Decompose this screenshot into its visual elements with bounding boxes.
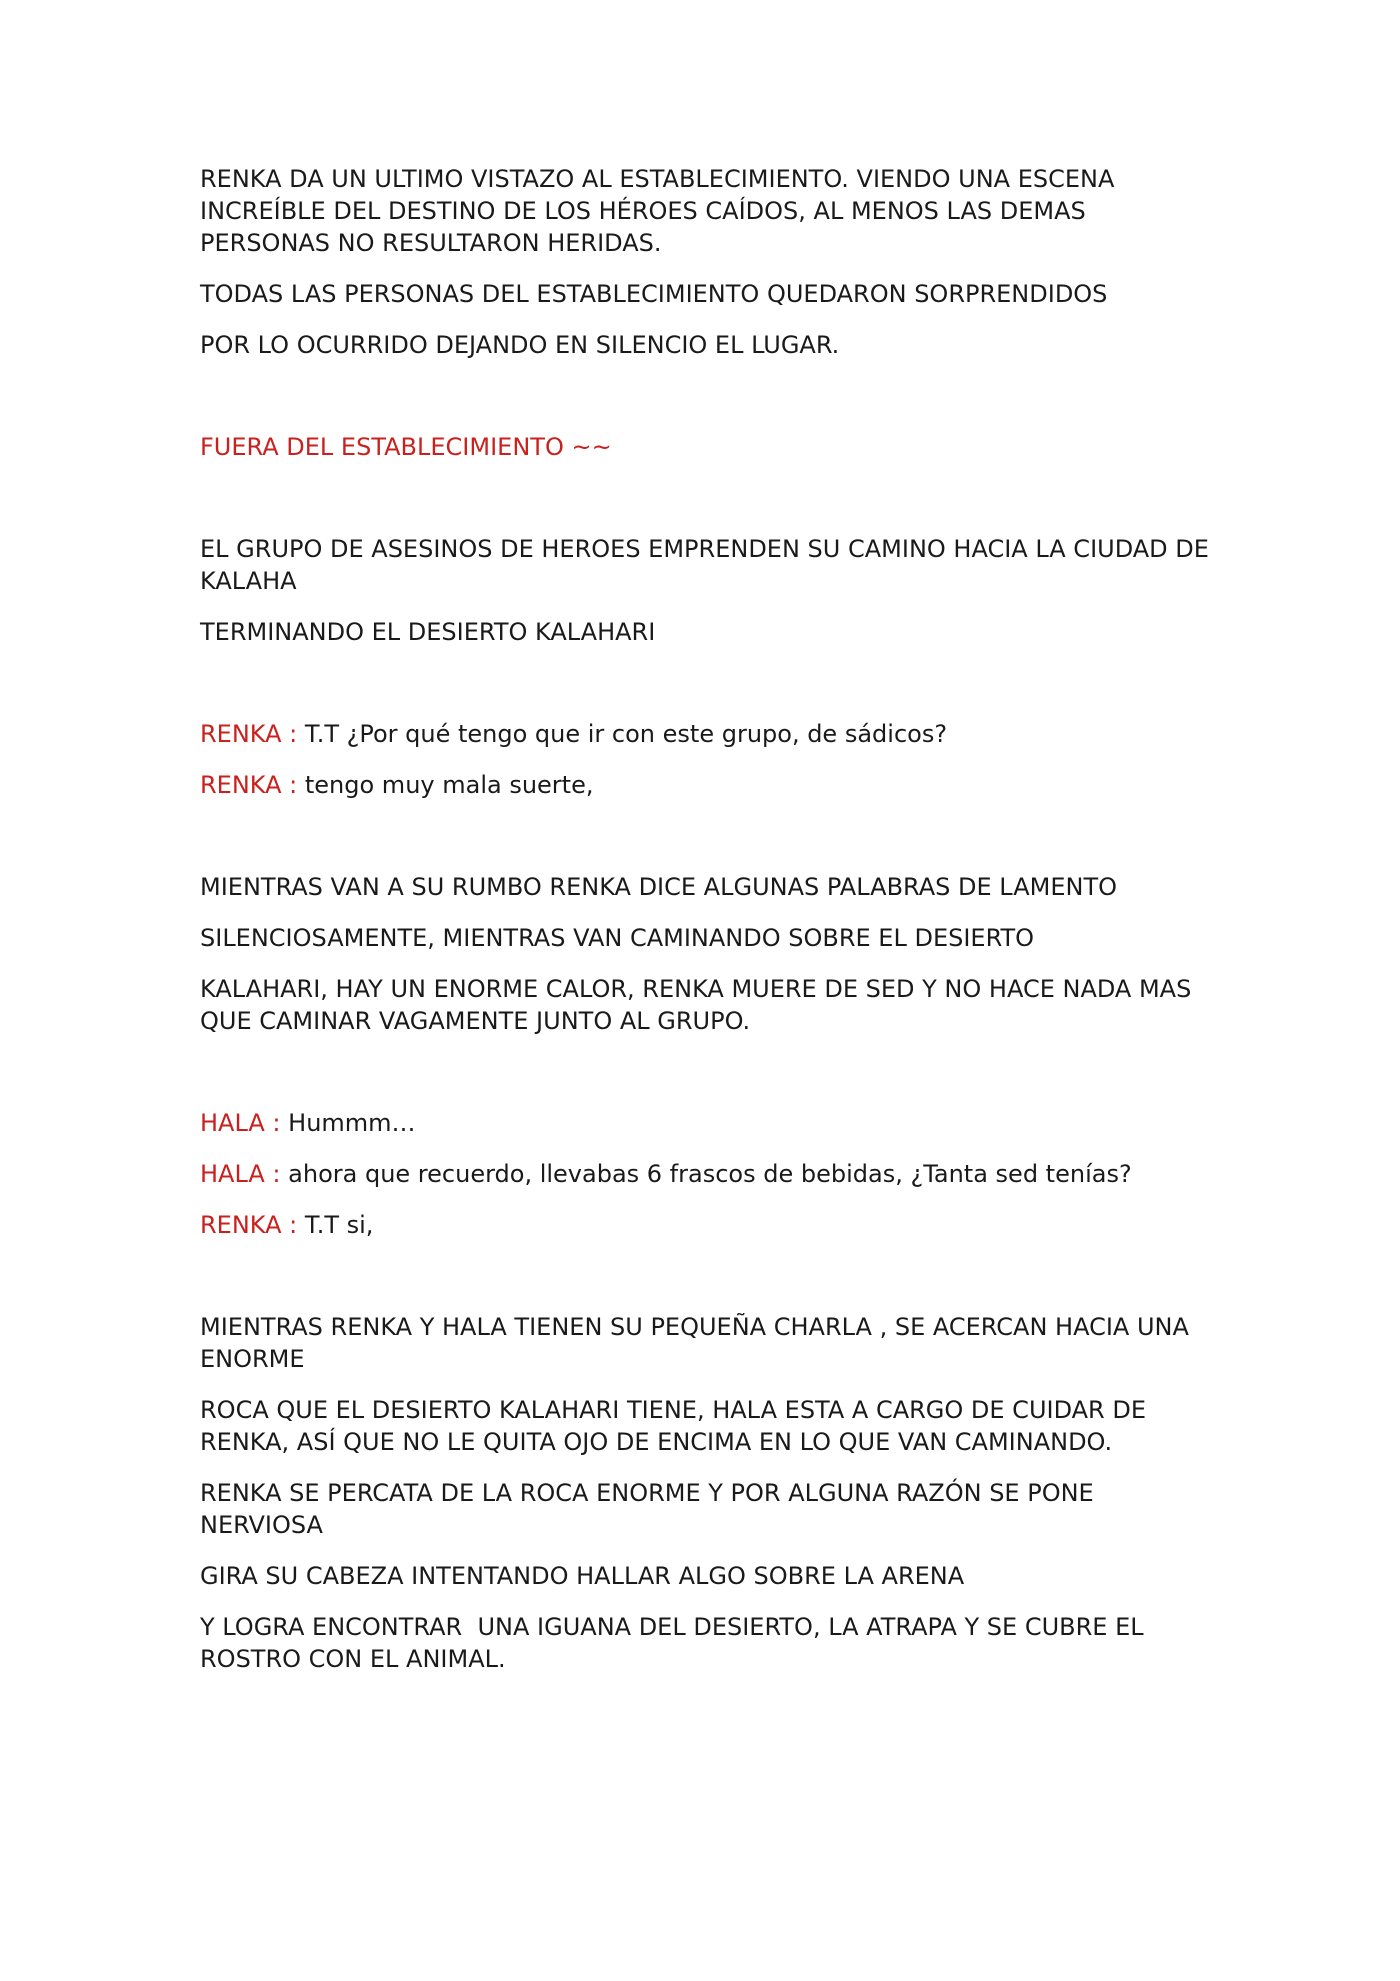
- dialogue-line: [200, 1158, 1210, 1190]
- blank-line: [200, 1260, 1210, 1311]
- speaker-name: RENKA :: [200, 771, 305, 799]
- document-page: [200, 163, 1217, 1694]
- narration-paragraph: TODAS LAS PERSONAS DEL ESTABLECIMIENTO QUEDARON SORPRENDIDOS: [200, 280, 1108, 308]
- blank-line: [200, 667, 1210, 718]
- narration-paragraph: GIRA SU CABEZA INTENTANDO HALLAR ALGO SOBRE LA ARENA: [200, 1562, 965, 1590]
- narration-paragraph: SILENCIOSAMENTE, MIENTRAS VAN CAMINANDO SOBRE EL DESIERTO: [200, 924, 1035, 952]
- narration-paragraph: ROCA QUE EL DESIERTO KALAHARI TIENE, HALA ESTA A CARGO DE CUIDAR DE RENKA, ASÍ QUE NO LE QUITA OJO DE ENCIMA EN LO QUE VAN CAMINANDO.: [200, 1396, 1154, 1456]
- narration-paragraph: TERMINANDO EL DESIERTO KALAHARI: [200, 618, 656, 646]
- dialogue-text: tengo muy mala suerte,: [304, 771, 594, 799]
- narration-paragraph: MIENTRAS RENKA Y HALA TIENEN SU PEQUEÑA CHARLA , SE ACERCAN HACIA UNA ENORME: [200, 1313, 1197, 1373]
- dialogue-text: T.T ¿Por qué tengo que ir con este grupo, de sádicos?: [304, 720, 948, 748]
- narration-paragraph: RENKA DA UN ULTIMO VISTAZO AL ESTABLECIMIENTO. VIENDO UNA ESCENA INCREÍBLE DEL DESTINO DE LOS HÉROES CAÍDOS, AL MENOS LAS DEMAS PERSONAS NO RESULTARON HERIDAS.: [200, 165, 1123, 257]
- blank-line: [200, 820, 1210, 871]
- narration-paragraph: RENKA SE PERCATA DE LA ROCA ENORME Y POR ALGUNA RAZÓN SE PONE NERVIOSA: [200, 1479, 1102, 1539]
- speaker-name: HALA :: [200, 1109, 289, 1137]
- dialogue-text: ahora que recuerdo, llevabas 6 frascos de bebidas, ¿Tanta sed tenías?: [288, 1160, 1132, 1188]
- blank-line: [200, 1056, 1210, 1107]
- dialogue-line: [200, 1107, 1210, 1139]
- speaker-name: RENKA :: [200, 720, 305, 748]
- dialogue-line: [200, 718, 1210, 750]
- blank-line: [200, 380, 1210, 431]
- narration-paragraph: Y LOGRA ENCONTRAR UNA IGUANA DEL DESIERTO, LA ATRAPA Y SE CUBRE EL ROSTRO CON EL ANIMAL.: [200, 1613, 1152, 1673]
- narration-paragraph: KALAHARI, HAY UN ENORME CALOR, RENKA MUERE DE SED Y NO HACE NADA MAS QUE CAMINAR VAGAMENTE JUNTO AL GRUPO.: [200, 975, 1199, 1035]
- blank-line: [200, 482, 1210, 533]
- narration-paragraph: MIENTRAS VAN A SU RUMBO RENKA DICE ALGUNAS PALABRAS DE LAMENTO: [200, 873, 1118, 901]
- dialogue-text: T.T si,: [304, 1211, 374, 1239]
- speaker-name: HALA :: [200, 1160, 289, 1188]
- narration-paragraph: EL GRUPO DE ASESINOS DE HEROES EMPRENDEN SU CAMINO HACIA LA CIUDAD DE KALAHA: [200, 535, 1217, 595]
- dialogue-line: [200, 769, 1210, 801]
- speaker-name: RENKA :: [200, 1211, 305, 1239]
- dialogue-line: [200, 1209, 1210, 1241]
- narration-paragraph: POR LO OCURRIDO DEJANDO EN SILENCIO EL LUGAR.: [200, 331, 840, 359]
- scene-heading: FUERA DEL ESTABLECIMIENTO ~~: [200, 433, 612, 461]
- dialogue-text: Hummm…: [288, 1109, 416, 1137]
